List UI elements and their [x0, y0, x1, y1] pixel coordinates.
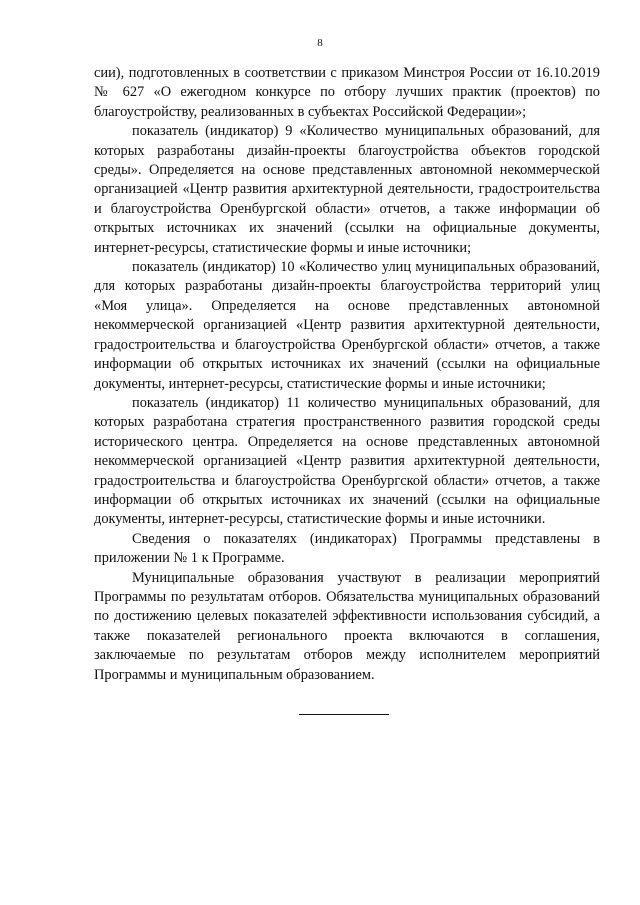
paragraph-indicator-9: показатель (индикатор) 9 «Количество муниципальных образований, для которых разработаны дизайн-проекты благоустройства объектов городской среды». Определяется на основе представленных автономной некоммерческой организацией «Центр развития архитектурной деятельности, градостроительства и благоустройства Оренбургской области» отчетов, а также информации об открытых источниках их значений (ссылки на официальные документы, интернет-ресурсы, статистические формы и иные источники;	[94, 123, 600, 256]
paragraph-continuation: сии), подготовленных в соответствии с приказом Минстроя России от 16.10.2019 № 627 «О ежегодном конкурсе по отбору лучших практик (проектов) по благоустройству, реализованных в субъектах Российской Федерации»;	[94, 65, 600, 120]
paragraph-indicator-10: показатель (индикатор) 10 «Количество улиц муниципальных образований, для которых разработаны дизайн-проекты благоустройства территорий улиц «Моя улица». Определяется на основе представленных автономной некоммерческой организацией «Центр развития архитектурной деятельности, градостроительства и благоустройства Оренбургской области» отчетов, а также информации об открытых источниках их значений (ссылки на официальные документы, интернет-ресурсы, статистические формы и иные источники;	[94, 259, 600, 392]
document-body	[94, 64, 600, 685]
paragraph-indicator-11: показатель (индикатор) 11 количество муниципальных образований, для которых разработана стратегия пространственного развития городской среды исторического центра. Определяется на основе представленных автономной некоммерческой организацией «Центр развития архитектурной деятельности, градостроительства и благоустройства Оренбургской области» отчетов, а также информации об открытых источниках их значений (ссылки на официальные документы, интернет-ресурсы, статистические формы и иные источники.	[94, 394, 600, 528]
paragraph-municipal-participation: Муниципальные образования участвуют в реализации мероприятий Программы по результатам отборов. Обязательства муниципальных образований по достижению целевых показателей эффективности использования субсидий, а также показателей регионального проекта включаются в соглашения, заключаемые по результатам отборов между исполнителем мероприятий Программы и муниципальным образованием.	[94, 569, 600, 683]
paragraph-indicators-info: Сведения о показателях (индикаторах) Программы представлены в приложении № 1 к Программе.	[94, 530, 600, 567]
page-number: 8	[317, 37, 323, 49]
end-separator-line	[299, 714, 389, 715]
